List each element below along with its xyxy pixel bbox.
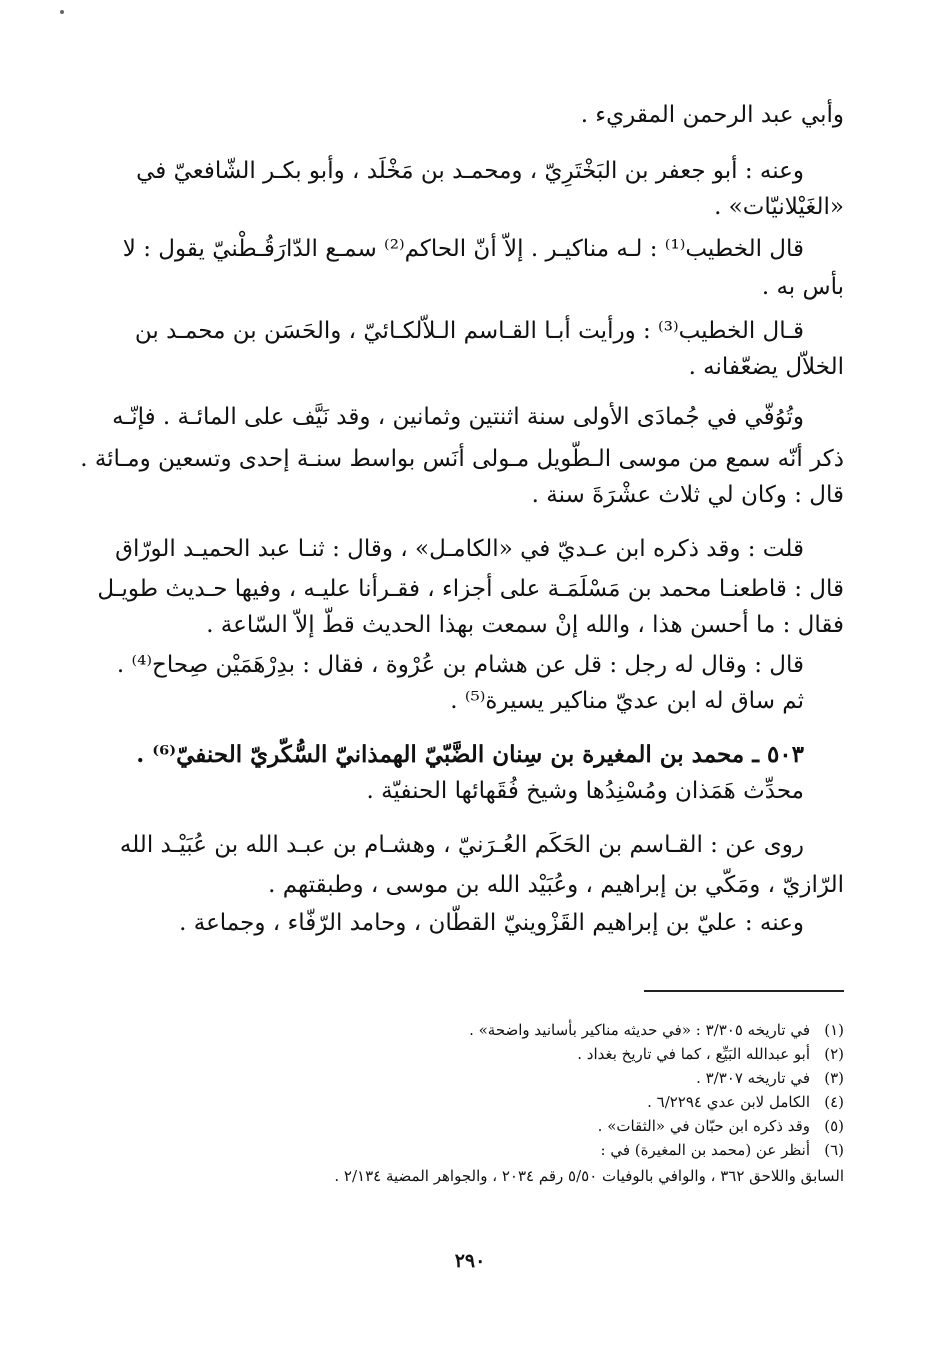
footnote-number: (٦) bbox=[824, 1141, 844, 1159]
footnote-number: (١) bbox=[824, 1021, 844, 1039]
entry-heading: ٥٠٣ ـ محمد بن المغيرة بن سِنان الضَّبّيّ الهمذانيّ السُّكّريّ الحنفيّ⁽⁶⁾ . bbox=[136, 741, 804, 768]
footnote-text: أنظر عن (محمد بن المغيرة) في : bbox=[600, 1141, 810, 1159]
footnote-text: في تاريخه ٣/٣٠٥ : «في حديثه مناكير بأسانيد واضحة» . bbox=[469, 1021, 810, 1039]
text-line: وأبي عبد الرحمن المقريء . bbox=[580, 102, 844, 128]
text-line: قال : وكان لي ثلاث عشْرَةَ سنة . bbox=[531, 482, 844, 508]
footnote-text: وقد ذكره ابن حبّان في «الثقات» . bbox=[597, 1117, 810, 1135]
text-line: وتُوُفّي في جُمادَى الأولى سنة اثنتين وثمانين ، وقد نَيَّف على المائـة . فإنّـه bbox=[112, 404, 804, 430]
text-line: «الغَيْلانيّات» . bbox=[714, 194, 844, 220]
footnote bbox=[118, 1066, 844, 1090]
footnote-number: (٤) bbox=[824, 1093, 844, 1111]
footnote-number: (٥) bbox=[824, 1117, 844, 1135]
footnote bbox=[118, 1042, 844, 1066]
text-line: قـال الخطيب⁽³⁾ : ورأيت أبـا القـاسم الـلاّلكـائيّ ، والحَسَن بن محمـد بن bbox=[134, 318, 804, 344]
footnote-separator bbox=[644, 990, 844, 992]
scan-speck bbox=[60, 10, 64, 14]
footnote bbox=[118, 1114, 844, 1138]
footnote-number: (٢) bbox=[824, 1045, 844, 1063]
text-line: قال الخطيب⁽¹⁾ : لـه مناكيـر . إلاّ أنّ الحاكم⁽²⁾ سمـع الدّارَقُـطْنيّ يقول : لا bbox=[122, 236, 804, 262]
text-line: الرّازيّ ، ومَكّي بن إبراهيم ، وعُبَيْد الله بن موسى ، وطبقتهم . bbox=[268, 872, 844, 898]
text-line: ثم ساق له ابن عديّ مناكير يسيرة⁽⁵⁾ . bbox=[450, 688, 804, 714]
footnote-continuation: السابق واللاحق ٣٦٢ ، والوافي بالوفيات ٥/٥٠ رقم ٢٠٣٤ ، والجواهر المضية ٢/١٣٤ . bbox=[334, 1167, 844, 1185]
footnote bbox=[118, 1018, 844, 1042]
page-body bbox=[80, 92, 844, 1292]
text-line: الخلاّل يضعّفانه . bbox=[688, 354, 844, 380]
footnote-text: أبو عبدالله البَيِّع ، كما في تاريخ بغداد . bbox=[577, 1045, 810, 1063]
footnote-number: (٣) bbox=[824, 1069, 844, 1087]
text-line: وعنه : عليّ بن إبراهيم القَزْوينيّ القطّان ، وحامد الرّفّاء ، وجماعة . bbox=[179, 910, 804, 936]
text-line: فقال : ما أحسن هذا ، والله إنْ سمعت بهذا الحديث قطّ إلاّ السّاعة . bbox=[206, 612, 844, 638]
text-line: بأس به . bbox=[761, 274, 844, 300]
page-number: ٢٩٠ bbox=[454, 1250, 486, 1272]
text-line: وعنه : أبو جعفر بن البَخْتَرِيّ ، ومحمـد بن مَخْلَد ، وأبو بكـر الشّافعيّ في bbox=[136, 158, 804, 184]
text-line: روى عن : القـاسم بن الحَكَم العُـرَنيّ ، وهشـام بن عبـد الله بن عُبَيْـد الله bbox=[119, 832, 804, 858]
text-line: قال : وقال له رجل : قل عن هشام بن عُرْوة ، فقال : بدِرْهَمَيْن صِحاح⁽⁴⁾ . bbox=[116, 652, 804, 678]
text-line: قلت : وقد ذكره ابن عـديّ في «الكامـل» ، وقال : ثنـا عبد الحميـد الورّاق bbox=[115, 536, 804, 562]
footnote bbox=[118, 1138, 844, 1162]
text-line: محدِّث هَمَذان ومُسْنِدُها وشيخ فُقَهائها الحنفيّة . bbox=[366, 778, 804, 804]
text-line: ذكر أنّه سمع من موسى الـطّويل مـولى أنَس بواسط سنـة إحدى وتسعين ومـائة . bbox=[80, 446, 844, 472]
text-line: قال : قاطعنـا محمد بن مَسْلَمَـة على أجزاء ، فقـرأنا عليـه ، وفيها حـديث طويـل bbox=[97, 576, 844, 602]
footnote bbox=[118, 1090, 844, 1114]
footnote-text: في تاريخه ٣/٣٠٧ . bbox=[696, 1069, 810, 1087]
footnote-text: الكامل لابن عدي ٦/٢٢٩٤ . bbox=[647, 1093, 810, 1111]
